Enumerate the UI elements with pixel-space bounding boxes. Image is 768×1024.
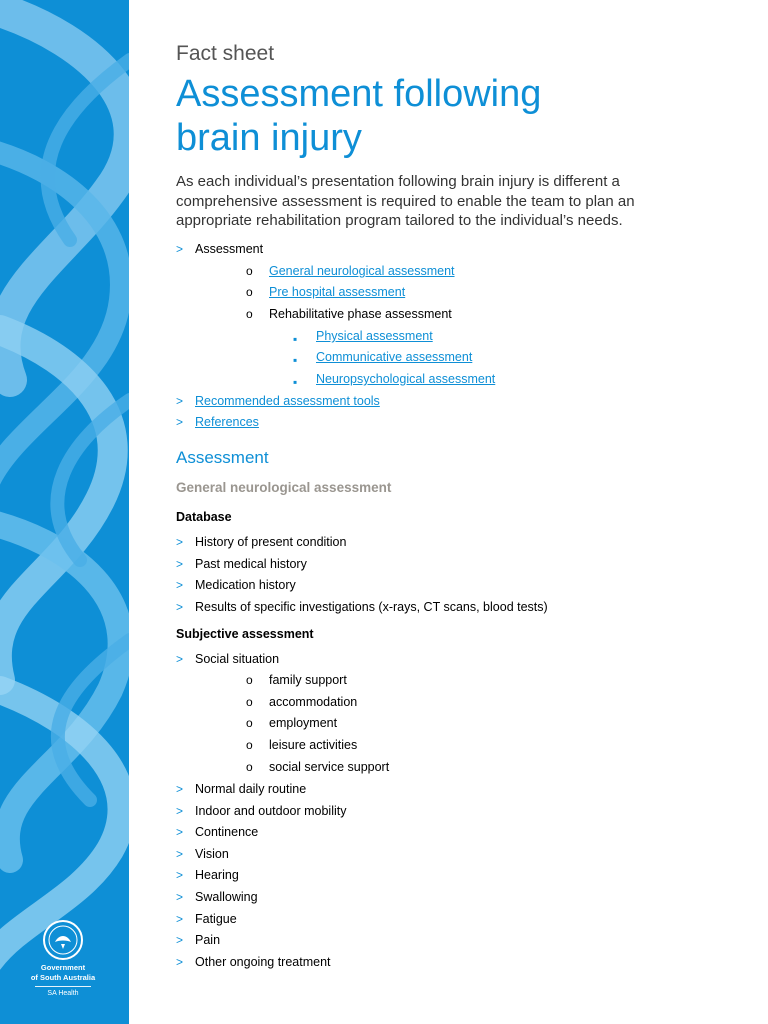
list-item-label: Medication history [195, 578, 296, 593]
circle-bullet-icon: o [246, 759, 253, 774]
chevron-bullet-icon: > [176, 535, 184, 549]
list-item [176, 599, 548, 615]
toc-item-references[interactable] [176, 414, 259, 430]
list-item [176, 867, 239, 883]
wave-pattern-graphic [0, 0, 129, 1024]
title-line-2: brain injury [176, 117, 362, 159]
list-item-label: family support [269, 673, 347, 687]
list-item-label: Fatigue [195, 911, 237, 926]
list-item [176, 737, 357, 753]
toc-link-neuropsych[interactable]: Neuropsychological assessment [316, 372, 496, 386]
chevron-bullet-icon: > [176, 868, 184, 883]
chevron-bullet-icon: > [176, 415, 184, 429]
toc-label: Assessment [195, 242, 264, 256]
toc-link-references[interactable]: References [195, 415, 259, 429]
toc-link-communicative[interactable]: Communicative assessment [316, 350, 473, 364]
toc-item-tools[interactable] [176, 393, 380, 409]
list-item-label: Swallowing [195, 890, 258, 904]
chevron-bullet-icon: > [176, 825, 184, 840]
circle-bullet-icon: o [246, 307, 253, 321]
piping-shrike-crest-icon [41, 918, 85, 962]
list-item-label: accommodation [269, 694, 358, 709]
logo-agency: SA Health [47, 990, 79, 997]
toc-item-general[interactable] [176, 263, 455, 279]
list-item-label: History of present condition [195, 535, 347, 549]
chevron-bullet-icon: > [176, 242, 184, 256]
list-item-label: Results of specific investigations (x-rays, CT scans, blood tests) [195, 600, 548, 615]
chevron-bullet-icon: > [176, 846, 184, 861]
title-line-1: Assessment following [176, 73, 542, 115]
circle-bullet-icon: o [246, 694, 253, 709]
decorative-sidebar [0, 0, 129, 1024]
doc-kicker: Fact sheet [176, 42, 275, 65]
toc-item-assessment [176, 241, 263, 257]
list-item-label: Indoor and outdoor mobility [195, 803, 347, 818]
list-item [176, 577, 296, 593]
list-item [176, 824, 258, 840]
chevron-bullet-icon: > [176, 890, 184, 904]
square-bullet-icon: ▪ [293, 353, 298, 367]
list-item-label: Pain [195, 933, 221, 948]
list-item [176, 803, 346, 819]
chevron-bullet-icon: > [176, 578, 184, 593]
list-item [176, 759, 389, 775]
toc-item-neuropsych[interactable] [176, 371, 495, 387]
toc-item-communicative[interactable] [176, 349, 472, 365]
list-item [176, 954, 331, 970]
logo-divider [35, 986, 91, 987]
chevron-bullet-icon: > [176, 911, 184, 926]
section-subheading: General neurological assessment [176, 480, 392, 495]
chevron-bullet-icon: > [176, 394, 184, 408]
list-item-label: Vision [195, 846, 229, 861]
circle-bullet-icon: o [246, 285, 253, 299]
section-heading: Assessment [176, 448, 269, 467]
chevron-bullet-icon: > [176, 933, 184, 948]
chevron-bullet-icon: > [176, 652, 184, 666]
list-item-label: Past medical history [195, 556, 307, 571]
chevron-bullet-icon: > [176, 954, 184, 969]
list-item-label: leisure activities [269, 738, 358, 753]
intro-paragraph: As each individual’s presentation following brain injury is different a comprehensive assessment is required to enable the team to plan an appropriate rehabilitation program tailored to the individual’s needs. [176, 173, 635, 229]
toc-link-physical[interactable]: Physical assessment [316, 329, 433, 343]
list-item-label: Hearing [195, 868, 239, 883]
toc-item-prehospital[interactable] [176, 284, 405, 300]
page-title [176, 72, 541, 160]
database-heading: Database [176, 510, 232, 524]
list-item-label: social service support [269, 759, 390, 774]
list-item [176, 911, 237, 927]
list-item-label: Continence [195, 825, 259, 840]
square-bullet-icon: ▪ [293, 332, 298, 346]
toc-item-physical[interactable] [176, 328, 433, 344]
chevron-bullet-icon: > [176, 782, 184, 796]
list-item-label: Social situation [195, 652, 280, 666]
circle-bullet-icon: o [246, 673, 253, 687]
toc-link-tools[interactable]: Recommended assessment tools [195, 394, 380, 408]
logo-text-line1: Government [40, 963, 86, 972]
list-item [176, 715, 337, 731]
list-item [176, 556, 307, 572]
list-item [176, 889, 258, 905]
toc-link-prehospital[interactable]: Pre hospital assessment [269, 285, 406, 299]
chevron-bullet-icon: > [176, 803, 184, 818]
chevron-bullet-icon: > [176, 600, 184, 615]
logo-text-line2: of South Australia [30, 973, 96, 982]
list-item-label: employment [269, 716, 338, 731]
list-item-social [176, 651, 279, 667]
list-item [176, 846, 229, 862]
list-item-label: Other ongoing treatment [195, 954, 331, 969]
toc-link-general[interactable]: General neurological assessment [269, 264, 455, 278]
circle-bullet-icon: o [246, 264, 253, 278]
list-item-label: Normal daily routine [195, 782, 307, 796]
list-item [176, 932, 220, 948]
government-logo [16, 918, 110, 998]
square-bullet-icon: ▪ [293, 375, 298, 389]
subjective-heading: Subjective assessment [176, 627, 314, 641]
chevron-bullet-icon: > [176, 556, 184, 571]
list-item [176, 781, 306, 797]
toc-label: Rehabilitative phase assessment [269, 307, 452, 321]
circle-bullet-icon: o [246, 738, 253, 753]
list-item [176, 534, 346, 550]
list-item [176, 672, 347, 688]
toc-item-rehab [176, 306, 452, 322]
list-item [176, 694, 357, 710]
circle-bullet-icon: o [246, 716, 253, 731]
